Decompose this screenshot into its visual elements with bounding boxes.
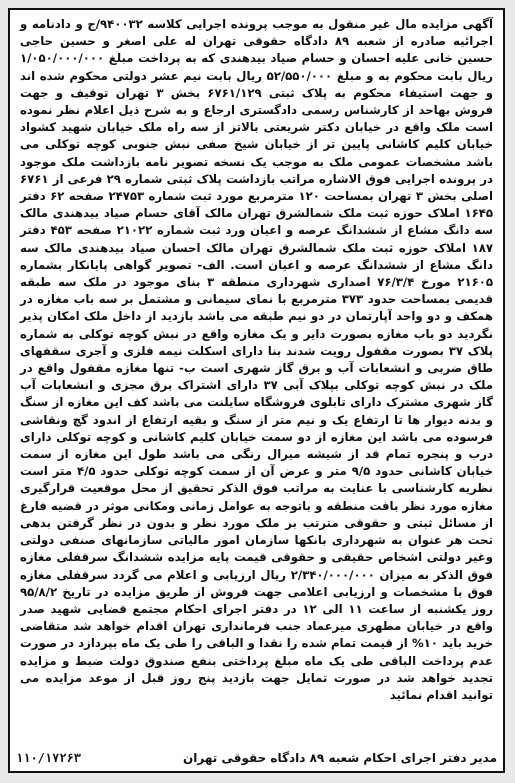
auction-notice (8, 8, 505, 773)
notice-signature: مدیر دفتر اجرای احکام شعبه ۸۹ دادگاه حقوقی تهران (183, 751, 497, 765)
notice-reference-number: ۱۱۰/۱۷۲۶۳ (16, 751, 82, 765)
notice-body-text: آگهی مزایده مال غیر منقول به موجب پرونده اجرایی کلاسه ۹۴۰۰۳۲/ج و دادنامه و اجرائیه صادره از شعبه ۸۹ دادگاه حقوقی تهران له علی اصغر و حسین حاجی حسین خانی علیه احسان و حسام صیاد بیدهندی که به پرداخت مبلغ ۱/۰۵۰/۰۰۰/۰۰۰ ریال بابت محکوم به و مبلغ ۵۲/۵۵۰/۰۰۰ ریال بابت نیم عشر دولتی محکوم شده اند و جهت استیفاء محکوم به پلاک ثبتی ۶۷۶۱/۱۲۹ بخش ۳ تهران توقیف و جهت فروش بهاحد از کارشناس رسمی دادگستری ارجاع و به شرح ذیل اعلام نظر نموده است ملک واقع در خیابان دکتر شریعتی بالاتر از سه راه ملک خیابان شهید کشواد خیابان کلیم کاشانی پایین تر از خیابان شیخ صفی نبش جنوبی کوچه توکلی می باشد مشخصات عمومی ملک به موجب یک نسخه تصویر نامه بازداشت ملک موجود در پرونده اجرایی فوق الاشاره مراتب بازداشت پلاک ثبتی شماره ۲۹ فرعی از ۶۷۶۱ اصلی بخش ۳ تهران بمساحت ۱۲۰ مترمربع مورد ثبت شماره ۲۴۷۵۳ صفحه ۶۲ دفتر ۱۶۴۵ املاک حوزه ثبت ملک شمالشرق تهران مالک آقای حسام صیاد بیدهندی مالک سه دانگ مشاع از ششدانگ عرصه و اعیان ورد ثبت شماره ۲۱۰۲۲ صفحه ۴۵۳ دفتر ۱۸۷ املاک حوزه ثبت ملک شمالشرق تهران مالک احسان صیاد بیدهندی مالک سه دانگ مشاع از ششدانگ عرصه و اعیان است. الف- تصویر گواهی پایانکار بشماره ۲۱۶۰۵ مورخ ۷۶/۳/۴ اصداری شهرداری منطقه ۳ بنای موجود در ملک سه طبقه قدیمی بمساحت حدود ۳۷۳ مترمربع با نمای سیمانی و مشتمل بر سه باب مغازه در همکف و دو واحد آپارتمان در دو نیم طبقه می باشد بازدید از داخل ملک امکان پذیر نگردید دو باب مغازه بصورت دایر و یک مغازه واقع در نبش کوچه توکلی به شماره پلاک ۳۷ بصورت مقفول رویت شدند بنا دارای اسکلت نیمه فلزی و آجری سقفهای طاق ضربی و انشعابات آب و برق گاز شهری است ب- تنها مغازه مقفول واقع در ملک در نبش کوچه توکلی بپلاک آبی ۳۷ دارای اشتراک برق مجزی و انشعابات آب گاز شهری مشترک دارای تابلوی فروشگاه سایلنت می باشد کف این مغازه از سنگ و بدنه دیوار ها تا ارتفاع یک و نیم متر از سنگ و بقیه ارتفاع از اندود گچ ونقاشی فرسوده می باشد این مغازه از دو سمت خیابان کلیم کاشانی و کوچه توکلی دارای درب و پنجره تمام قد از شیشه میرال رنگی می باشد طول این مغازه از سمت خیابان کاشانی حدود ۹/۵ متر و عرض آن از سمت کوچه توکلی حدود ۴/۵ متر است نظریه کارشناسی با عنایت به مراتب فوق الذکر تحقیق از محل موقعیت قرارگیری مغازه مورد نظر بافت منطقه و باتوجه به عوامل زمانی ومکانی موثر در قضیه فارغ از مسائل ثبتی و حقوقی مترتب بر ملک مورد نظر و بدون در نظر گرفتن بدهی تحت هر عنوان به شهرداری بانکها سازمان امور مالیاتی سازمانهای صنفی دولتی وغیر دولتی اشخاص حقیقی و حقوقی قیمت پایه مزایده ششدانگ سرقفلی مغازه فوق الذکر به میزان ۲/۳۴۰/۰۰۰/۰۰۰ ریال ارزیابی و اعلام می گردد سرقفلی مغازه فوق با مشخصات و ارزیابی اعلامی جهت فروش از طریق مزایده در تاریخ ۹۵/۸/۲ روز یکشنبه از ساعت ۱۱ الی ۱۲ در دفتر اجرای احکام مجتمع قضایی شهید صدر واقع در خیابان مطهری میرعماد جنب فرمانداری تهران اقدام خواهد شد متقاضی خرید باید ۱۰% از قیمت تمام شده را نقدا و الباقی را طی یک ماه بپردازد در صورت عدم پرداخت الباقی طی یک ماه مبلغ پرداختی بنفع صندوق دولت ضبط و مزایده تجدید خواهد شد در صورت تمایل جهت بازدید پنج روز قبل از موعد مزایده می توانید اقدام نمائید (20, 17, 494, 702)
notice-footer (16, 749, 497, 767)
